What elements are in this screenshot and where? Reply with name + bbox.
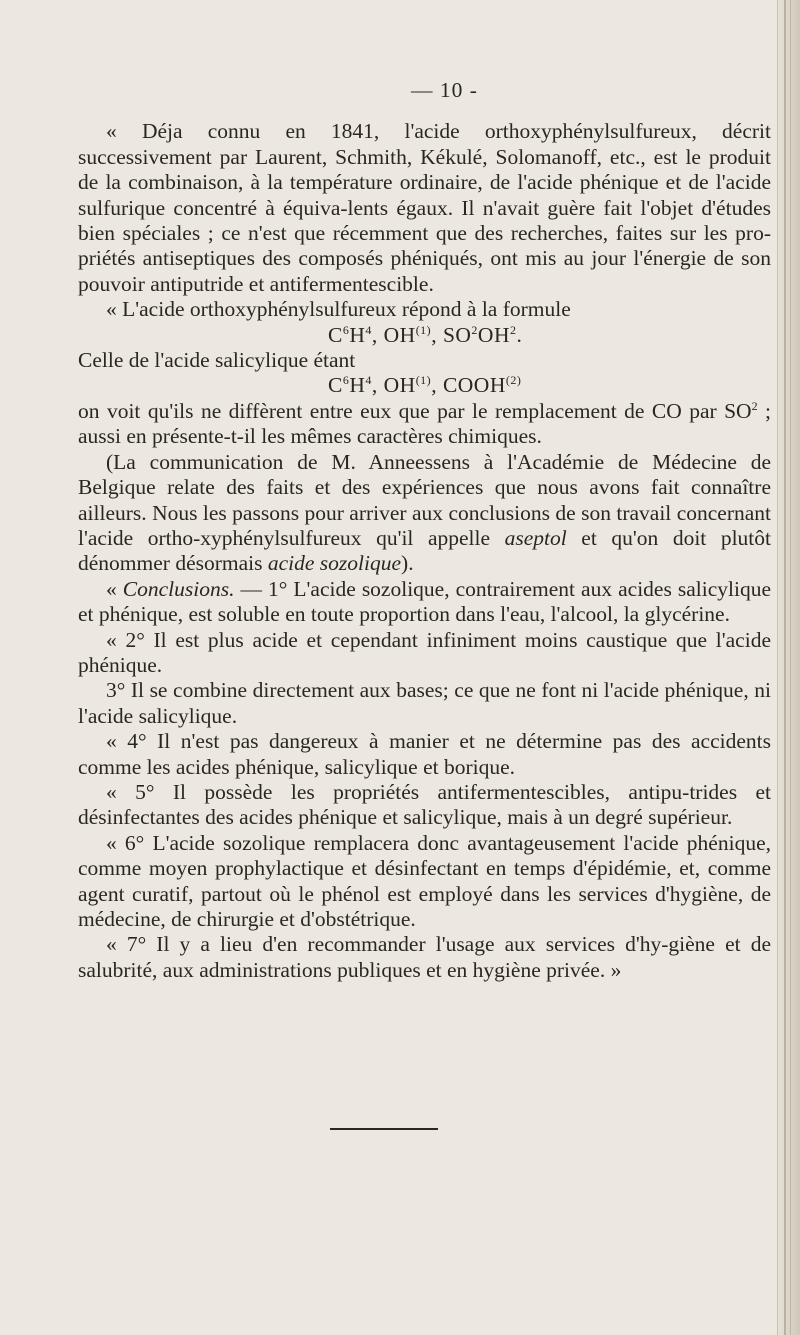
conclusion-5: « 5° Il possède les propriétés antifermentescibles, antipu-trides et désinfectantes des acides phénique et salicylique, mais à un degré supérieur.: [78, 779, 771, 830]
end-rule: [330, 1128, 438, 1130]
conclusion-6: « 6° L'acide sozolique remplacera donc avantageusement l'acide phénique, comme moyen prophylactique et désinfectant en temps d'épidémie, et, comme agent curatif, partout où le phénol est employé dans les services d'hygiène, de médecine, de chirurgie et d'obstétrique.: [78, 830, 771, 931]
page-number: — 10 -: [411, 78, 478, 102]
conclusion-4: « 4° Il n'est pas dangereux à manier et ne détermine pas des accidents comme les acides phénique, salicylique et borique.: [78, 729, 771, 779]
formula-orthoxyphenylsulfureux: $C^6H^4$, OH$^{(1)}$, $SO^2OH^2$.: [328, 322, 523, 347]
paragraph-comparison: on voit qu'ils ne diffèrent entre eux que par le remplacement de CO par $SO^2$ ; aussi en présente-t-il les mêmes caractères chimiques.: [78, 398, 771, 449]
page-edge: [777, 0, 800, 1335]
paragraph-salicylic-intro: Celle de l'acide salicylique étant: [78, 348, 356, 373]
conclusion-7: « 7° Il y a lieu d'en recommander l'usage aux services d'hy-giène et de salubrité, aux administrations publiques et en hygiène privée. »: [78, 932, 771, 982]
paragraph-communication: (La communication de M. Anneessens à l'Académie de Médecine de Belgique relate des faits et des expériences que nous avons fait connaître ailleurs. Nous les passons pour arriver aux conclusions de son travail concernant l'acide ortho-xyphénylsulfureux qu'il appelle aseptol et qu'on doit plutôt dénommer désormais acide sozolique).: [78, 449, 771, 576]
paragraph-formula-intro: « L'acide orthoxyphénylsulfureux répond à la formule: [106, 297, 571, 322]
formula-salicylic: $C^6H^4$, OH$^{(1)}$, COOH$^{(2)}$: [328, 373, 522, 398]
paragraph-history: « Déja connu en 1841, l'acide orthoxyphénylsulfureux, décrit successivement par Laurent, Schmith, Kékulé, Solomanoff, etc., est le produit de la combinaison, à la température ordinaire, de l'acide phénique et de l'acide sulfurique concentré à équiva-lents égaux. Il n'avait guère fait l'objet d'études bien spéciales ; ce n'est que récemment que des recherches, faites sur les pro-priétés antiseptiques des composés phéniqués, ont mis au jour l'énergie de son pouvoir antiputride et antifermentescible.: [78, 119, 771, 296]
conclusion-1: « Conclusions. — 1° L'acide sozolique, contrairement aux acides salicylique et phénique, est soluble en toute proportion dans l'eau, l'alcool, la glycérine.: [78, 576, 771, 627]
conclusion-2: « 2° Il est plus acide et cependant infiniment moins caustique que l'acide phénique.: [78, 627, 771, 677]
document-body: [78, 78, 771, 983]
conclusion-3: 3° Il se combine directement aux bases; ce que ne font ni l'acide phénique, ni l'acide salicylique.: [78, 678, 771, 728]
